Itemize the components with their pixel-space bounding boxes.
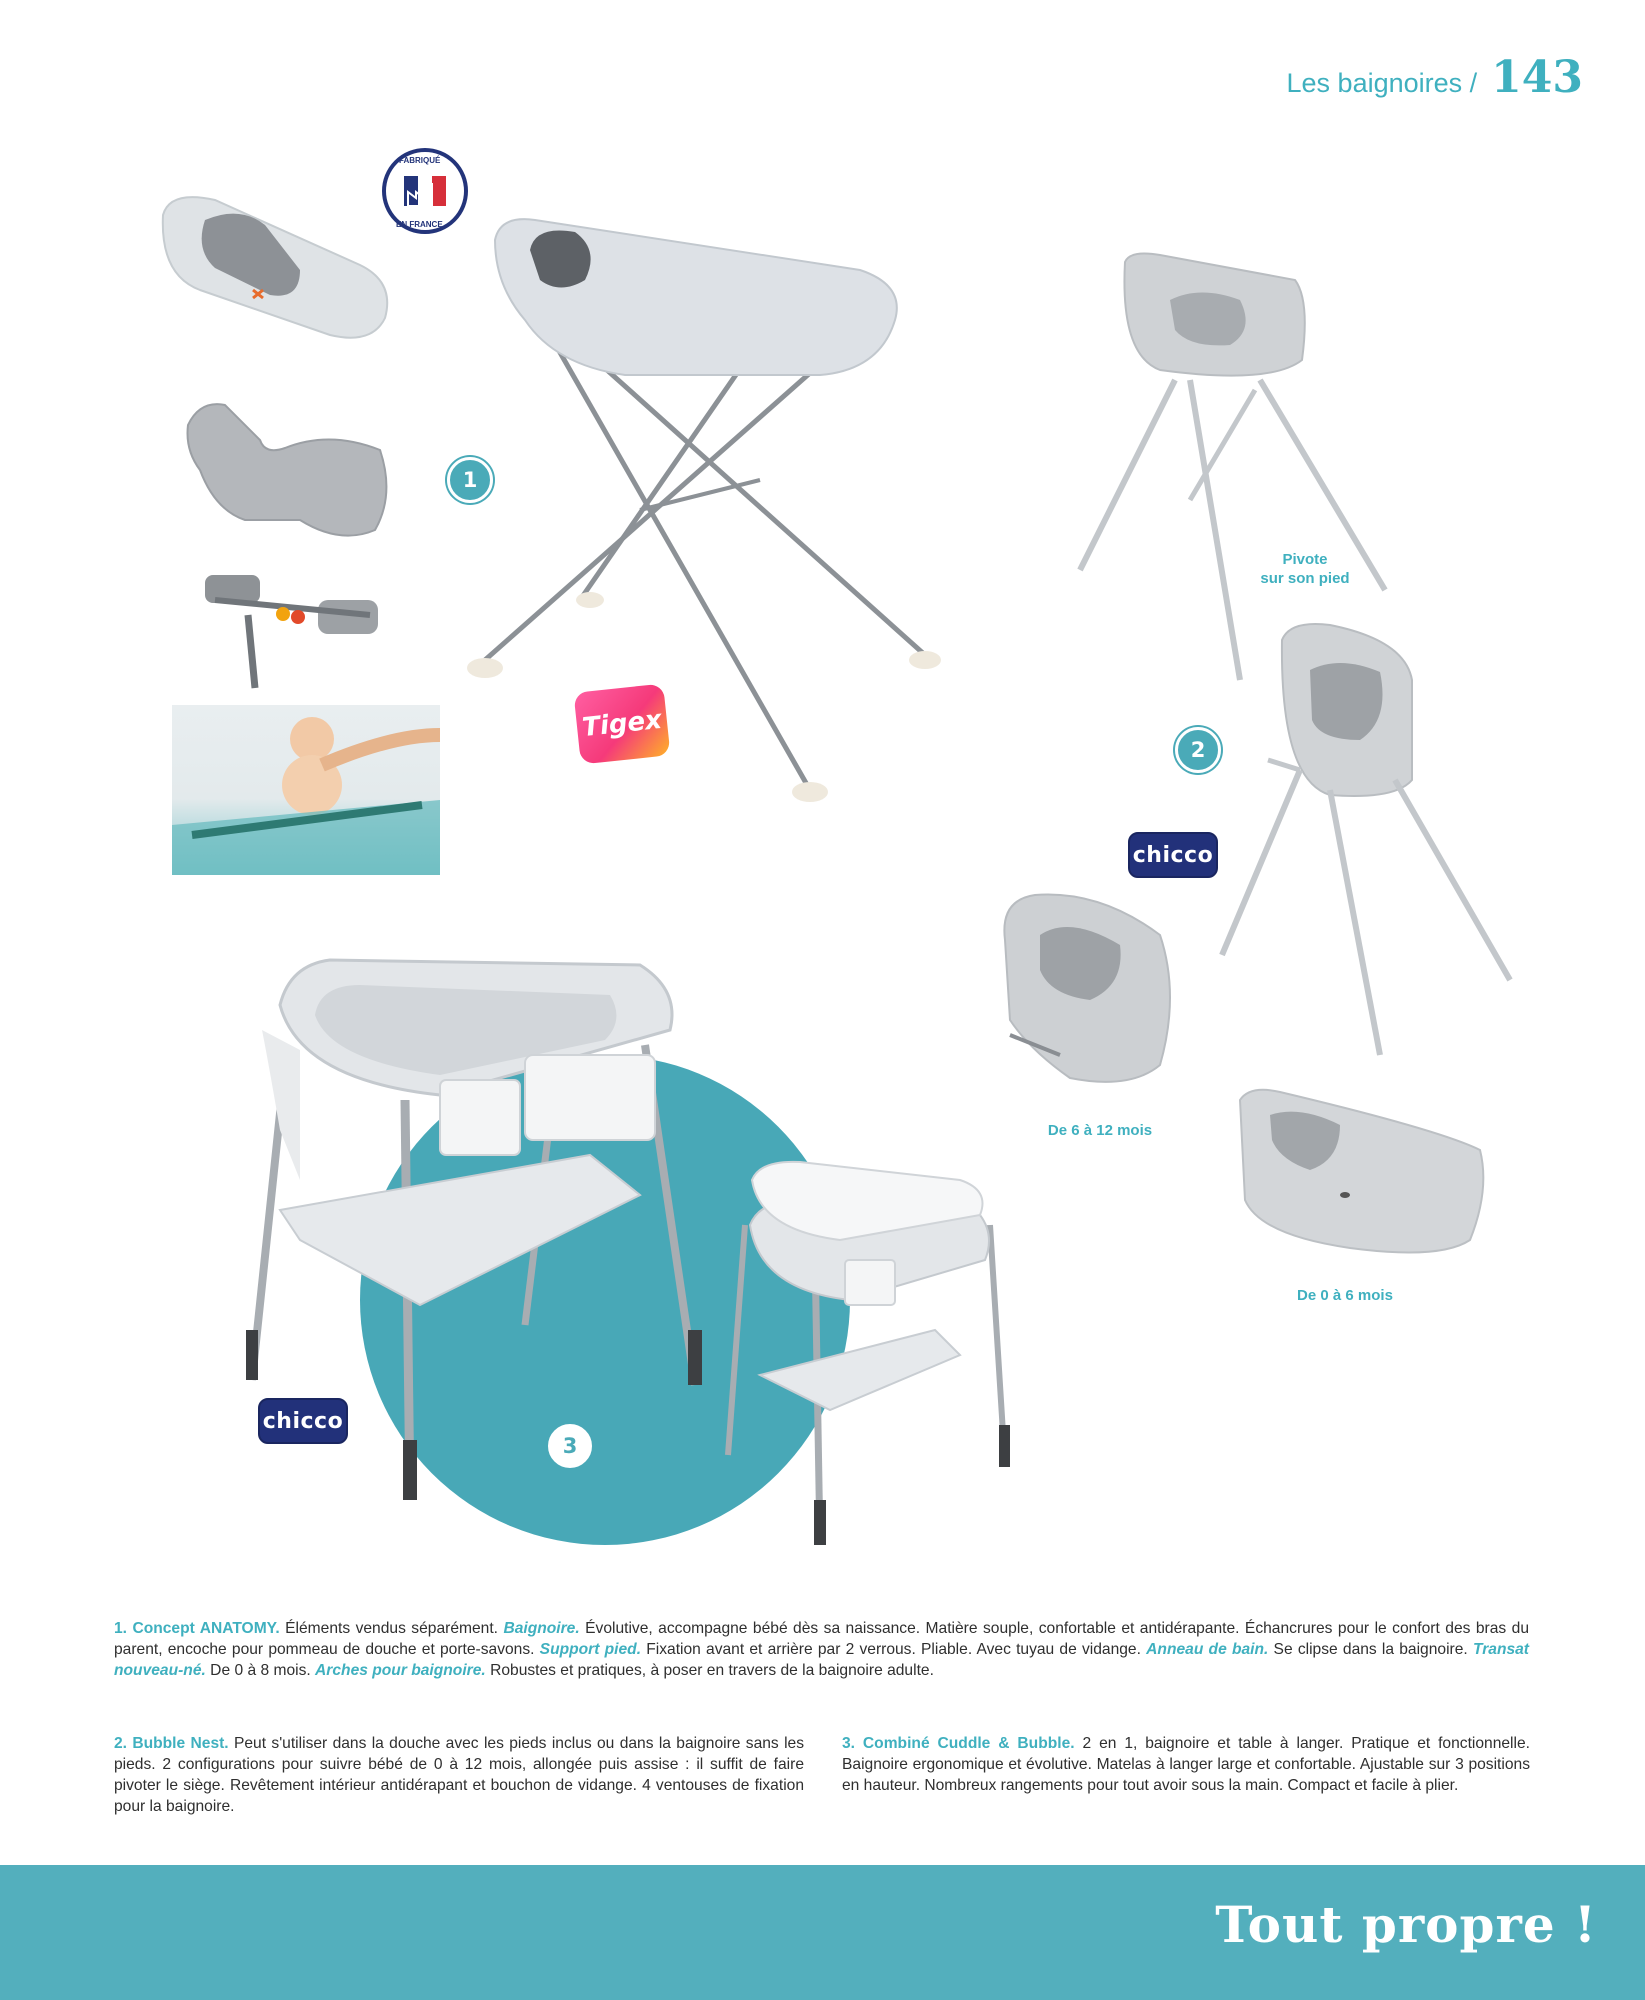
pivot-caption-line-1: Pivote: [1282, 551, 1328, 568]
footer-title: Tout propre !: [1215, 1895, 1597, 1954]
product-1-description: [114, 1618, 1529, 1681]
product-1-text: Éléments vendus séparément.: [279, 1620, 504, 1637]
bath-ring-image: [205, 575, 378, 688]
product-1-keyword: Transat nouveau-né.: [114, 1641, 1530, 1679]
product-3-description: [842, 1733, 1530, 1796]
badge-1: 1: [447, 457, 493, 503]
newborn-transat-image: [188, 404, 387, 535]
seal-top-text: FABRIQUÉ: [399, 156, 441, 165]
product-1-text: Évolutive, accompagne bébé dès sa naissance. Matière souple, confortable et antidérapante. Échancrures pour le confort des bras du parent, encoche pour pommeau de douche et porte-savons.: [114, 1620, 1529, 1658]
badge-2: 2: [1175, 727, 1221, 773]
product-3-text: 2 en 1, baignoire et table à langer. Pratique et fonctionnelle. Baignoire ergonomique et évolutive. Matelas à langer large et confortable. Ajustable sur 3 positions en hauteur. Nombreux rangements pour tout avoir sous la main. Compact et facile à plier.: [842, 1735, 1530, 1794]
product-1-text: Fixation avant et arrière par 2 verrous. Pliable. Avec tuyau de vidange.: [641, 1641, 1147, 1658]
product-3-name: 3. Combiné Cuddle & Bubble.: [842, 1735, 1075, 1752]
product-1-text: Se clipse dans la baignoire.: [1268, 1641, 1473, 1658]
badge-3: 3: [548, 1424, 592, 1468]
seal-bottom-text: EN FRANCE: [396, 220, 443, 229]
product-2-description: [114, 1733, 804, 1817]
chicco-logo-text: chicco: [1132, 842, 1214, 868]
bubble-nest-bath-image: [1240, 1090, 1483, 1253]
tigex-logo-text: Tigex: [580, 704, 664, 744]
tigex-logo: [573, 683, 670, 764]
product-2-name: 2. Bubble Nest.: [114, 1735, 229, 1752]
chicco-logo-cuddle: [258, 1398, 348, 1444]
section-title: Les baignoires /: [1286, 68, 1478, 98]
bubble-nest-seat-image: [1004, 895, 1170, 1082]
product-1-text: Robustes et pratiques, à poser en travers de la baignoire adulte.: [485, 1662, 934, 1679]
pivot-caption: [1230, 550, 1380, 588]
product-1-keyword: Support pied.: [539, 1641, 642, 1658]
product-1-name: 1. Concept ANATOMY.: [114, 1620, 280, 1637]
product-1-text: De 0 à 8 mois.: [205, 1662, 316, 1679]
product-1-keyword: Arches pour baignoire.: [315, 1662, 486, 1679]
chicco-logo-bubble-nest: [1128, 832, 1218, 878]
product-1-keyword: Anneau de bain.: [1146, 1641, 1269, 1658]
baby-bath-arch-photo: [172, 705, 440, 875]
pivot-caption-line-2: sur son pied: [1260, 570, 1350, 587]
anatomy-bathtub-image: [163, 197, 387, 338]
cuddle-bubble-small-image: [728, 1162, 1010, 1545]
anatomy-tub-on-stand-image: [467, 219, 941, 802]
bubble-nest-pivot-image: [1080, 254, 1385, 680]
product-2-text: Peut s'utiliser dans la douche avec les pieds inclus ou dans la baignoire sans les pieds. 2 configurations pour suivre bébé de 0 à 12 mois, allongée puis assise : il suffit de faire pivoter le siège. Revêtement intérieur antidérapant et bouchon de vidange. 4 ventouses de fixation pour la baignoire.: [114, 1735, 804, 1815]
page-number: 143: [1491, 52, 1583, 103]
chicco-logo-text: chicco: [262, 1408, 344, 1434]
bubble-nest-stand-image: [1222, 624, 1510, 1055]
age-6-12-caption: De 6 à 12 mois: [1047, 1122, 1153, 1139]
baby-photo-icon: [172, 705, 440, 875]
age-0-6-caption: De 0 à 6 mois: [1297, 1287, 1393, 1304]
product-1-keyword: Baignoire.: [503, 1620, 580, 1637]
footer-band: [0, 1865, 1645, 2000]
